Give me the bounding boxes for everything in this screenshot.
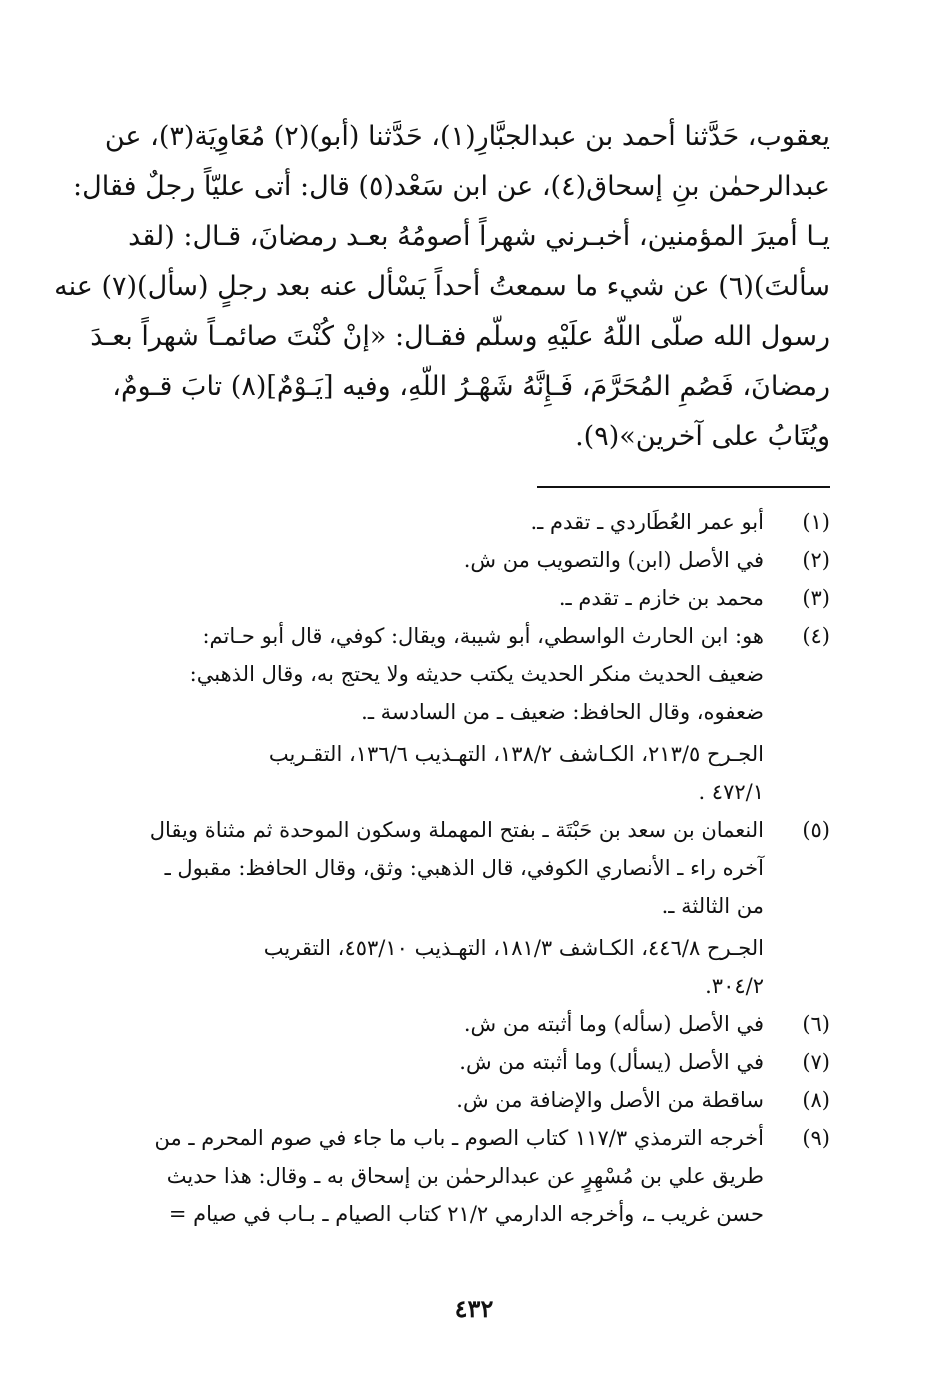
footnote-reference-line: ٤٧٢/١ . (698, 780, 764, 804)
main-text-line: عبدالرحمٰن بنِ إسحاق(٤)، عن ابن سَعْد(٥) قال: أتى عليّاً رجلٌ فقال: (73, 171, 830, 202)
footnote-number: (٣) (802, 586, 830, 610)
main-text-line: يعقوب، حَدَّثنا أحمد بن عبدالجبَّارِ(١)، حَدَّثنا (أبو)(٢) مُعَاوِيَة(٣)، عن (104, 121, 830, 152)
footnote-line: ساقطة من الأصل والإضافة من ش. (456, 1088, 764, 1112)
main-text-line: ويُتَابُ على آخرين»(٩). (575, 421, 830, 452)
footnote-number: (٩) (802, 1126, 830, 1150)
footnotes (104, 503, 830, 1233)
footnote-number: (٧) (802, 1050, 830, 1074)
footnote-line: أخرجه الترمذي ١١٧/٣ كتاب الصوم ـ باب ما جاء في صوم المحرم ـ من (154, 1126, 764, 1150)
footnote-line: ضعيف الحديث منكر الحديث يكتب حديثه ولا يحتج به، وقال الذهبي: (189, 662, 764, 686)
footnote-body (104, 1081, 764, 1119)
footnote-4 (104, 617, 830, 811)
main-text-line: يـا أميرَ المؤمنين، أخبـرني شهراً أصومُهُ بعـد رمضانَ، قـال: (لقد (128, 221, 830, 252)
footnote-body (104, 811, 764, 1005)
footnote-line: حسن غريب ـ، وأخرجه الدارمي ٢١/٢ كتاب الصيام ـ بـاب في صيام = (168, 1202, 764, 1226)
footnote-5 (104, 811, 830, 1005)
footnote-line: أبو عمر العُطَاردي ـ تقدم ـ. (530, 510, 764, 534)
footnote-3 (104, 579, 830, 617)
footnote-line: من الثالثة ـ. (661, 894, 764, 918)
footnote-6 (104, 1005, 830, 1043)
footnote-reference-line: الجـرح ٤٤٦/٨، الكـاشف ١٨١/٣، التهـذيب ٤٥٣/١٠، التقريب (263, 936, 764, 960)
footnote-line: النعمان بن سعد بن حَبْتَة ـ بفتح المهملة وسكون الموحدة ثم مثناة ويقال (149, 818, 764, 842)
footnote-number: (٨) (802, 1088, 830, 1112)
main-text-line: رسول الله صلّى اللّهُ علَيْهِ وسلّم فقـال: «إنْ كُنْتَ صائمـاً شهراً بعـدَ (90, 321, 830, 352)
main-text-line: رمضانَ، فَصُمِ المُحَرَّمَ، فَـإِنَّهُ شَهْـرُ اللّهِ، وفيه [يَـوْمٌ](٨) تابَ قـومٌ، (112, 371, 830, 402)
footnote-body (104, 503, 764, 541)
footnote-line: محمد بن خازم ـ تقدم ـ. (558, 586, 764, 610)
footnote-number: (٥) (802, 818, 830, 842)
footnote-7 (104, 1043, 830, 1081)
footnote-8 (104, 1081, 830, 1119)
footnote-body (104, 1119, 764, 1233)
main-text-line: سألتَ)(٦) عن شيء ما سمعتُ أحداً يَسْأل عنه بعد رجلٍ (سأل)(٧) عنه (54, 271, 830, 302)
footnote-number: (٢) (802, 548, 830, 572)
footnote-body (104, 617, 764, 811)
footnote-9 (104, 1119, 830, 1233)
footnote-line: في الأصل (يسأل) وما أثبته من ش. (459, 1050, 764, 1074)
footnote-line: ضعفوه، وقال الحافظ: ضعيف ـ من السادسة ـ. (361, 700, 764, 724)
footnote-line: في الأصل (سأله) وما أثبته من ش. (463, 1012, 764, 1036)
footnote-line: في الأصل (ابن) والتصويب من ش. (463, 548, 764, 572)
page-number: ٤٣٢ (454, 1294, 494, 1323)
footnote-number: (٦) (802, 1012, 830, 1036)
footnote-reference-line: ٣٠٤/٢. (705, 974, 764, 998)
footnote-number: (١) (802, 510, 830, 534)
footnote-body (104, 1043, 764, 1081)
footnote-2 (104, 541, 830, 579)
footnote-1 (104, 503, 830, 541)
footnote-body (104, 579, 764, 617)
main-text (54, 112, 830, 462)
footnote-separator (537, 486, 830, 488)
footnote-number: (٤) (802, 624, 830, 648)
footnote-body (104, 1005, 764, 1043)
footnote-reference-line: الجـرح ٢١٣/٥، الكـاشف ١٣٨/٢، التهـذيب ١٣٦/٦، التقـريب (268, 742, 764, 766)
footnote-body (104, 541, 764, 579)
footnote-line: هو: ابن الحارث الواسطي، أبو شيبة، ويقال: كوفي، قال أبو حـاتم: (202, 624, 764, 648)
footnote-line: آخره راء ـ الأنصاري الكوفي، قال الذهبي: وثق، وقال الحافظ: مقبول ـ (164, 856, 764, 880)
footnote-line: طريق علي بن مُسْهِرٍ عن عبدالرحمٰن بن إسحاق به ـ وقال: هذا حديث (166, 1164, 764, 1188)
